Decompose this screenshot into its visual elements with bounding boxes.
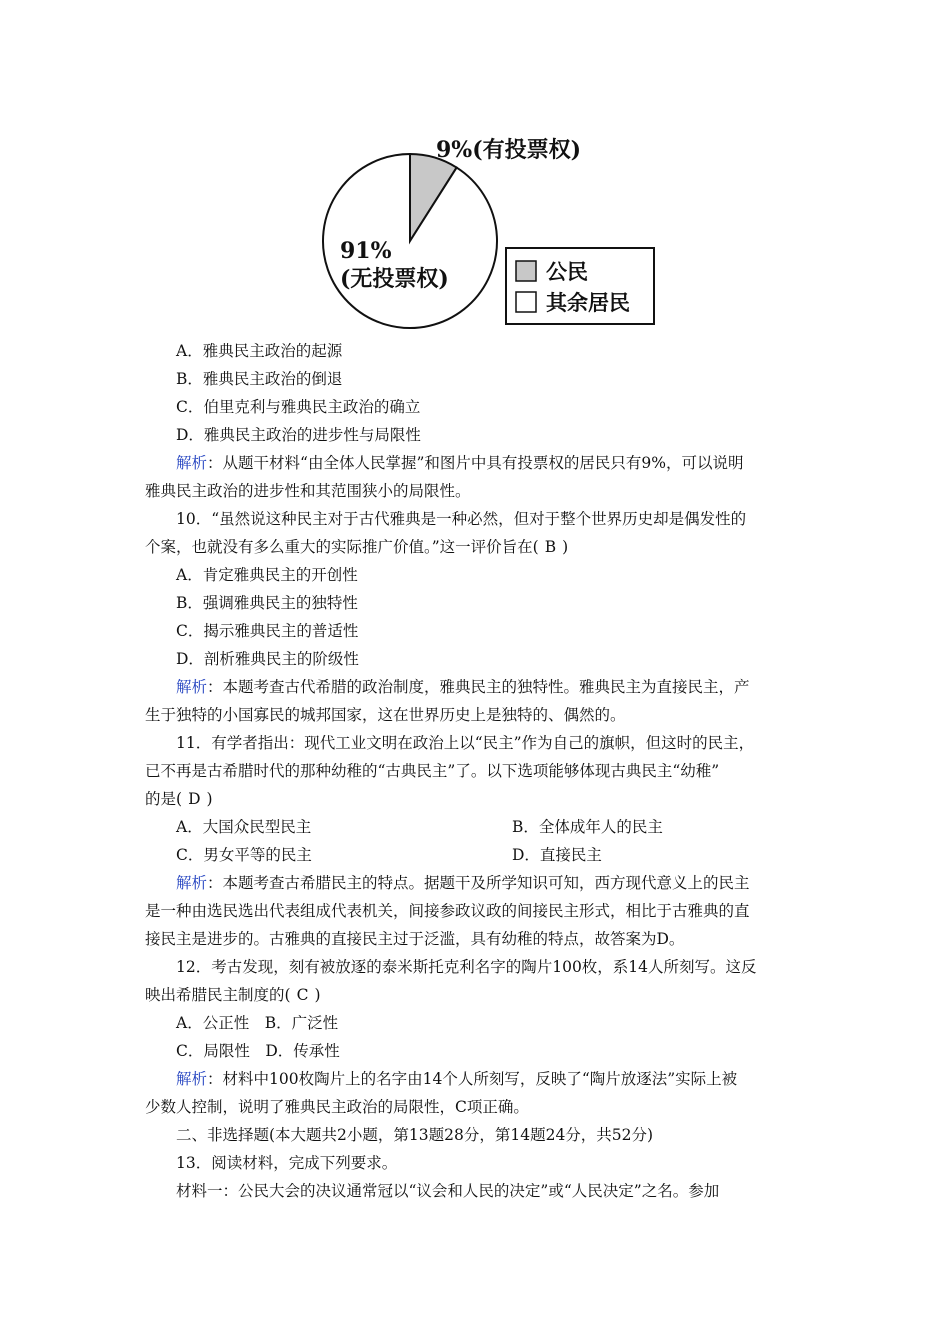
explanation-label: 解析 <box>176 454 208 472</box>
q12-stem-close: ) <box>314 986 321 1004</box>
pie-figure <box>300 120 680 340</box>
explanation-label: 解析 <box>176 874 208 892</box>
slice-label-others-note: (无投票权) <box>340 266 449 292</box>
q12-stem-line1: 12．考古发现，刻有被放逐的泰米斯托克利名字的陶片100枚，系14人所刻写。这反 <box>176 958 757 976</box>
q11-stem-line3 <box>145 789 213 809</box>
explanation-label: 解析 <box>176 1070 208 1088</box>
q10-option-a: A．肯定雅典民主的开创性 <box>176 566 358 584</box>
q11-stem-line2: 已不再是古希腊时代的那种幼稚的“古典民主”了。以下选项能够体现古典民主“幼稚” <box>145 762 720 780</box>
q10-stem-text: 个案，也就没有多么重大的实际推广价值。”这一评价旨在( <box>145 538 539 556</box>
q11-option-a: A．大国众民型民主 <box>176 818 312 836</box>
q9-explanation-line1 <box>176 453 743 473</box>
q11-explanation-line3: 接民主是进步的。古雅典的直接民主过于泛滥，具有幼稚的特点，故答案为D。 <box>145 930 685 948</box>
q13-material-line1: 材料一：公民大会的决议通常冠以“议会和人民的决定”或“人民决定”之名。参加 <box>176 1182 720 1200</box>
q12-explanation-text: ：材料中100枚陶片上的名字由14个人所刻写，反映了“陶片放逐法”实际上被 <box>207 1070 738 1088</box>
legend-label-others: 其余居民 <box>546 290 630 315</box>
q9-option-b: B．雅典民主政治的倒退 <box>176 370 343 388</box>
q10-answer: B <box>544 538 557 556</box>
q10-option-c: C．揭示雅典民主的普适性 <box>176 622 359 640</box>
q12-options-ab: A．公正性 B．广泛性 <box>176 1014 339 1032</box>
section-heading: 二、非选择题(本大题共2小题，第13题28分，第14题24分，共52分) <box>176 1126 654 1144</box>
q13-stem-line1: 13．阅读材料，完成下列要求。 <box>176 1154 398 1172</box>
legend-swatch-citizens <box>516 261 536 281</box>
q10-stem-close: ) <box>562 538 569 556</box>
q9-option-c: C．伯里克利与雅典民主政治的确立 <box>176 398 421 416</box>
slice-label-others-percent: 91% <box>340 238 392 264</box>
legend-label-citizens: 公民 <box>546 259 588 284</box>
q12-explanation-line2: 少数人控制，说明了雅典民主政治的局限性，C项正确。 <box>145 1098 529 1116</box>
q12-stem-line2 <box>145 985 321 1005</box>
q10-explanation-text: ：本题考查古代希腊的政治制度，雅典民主的独特性。雅典民主为直接民主，产 <box>207 678 750 696</box>
slice-label-citizens: 9%(有投票权) <box>436 137 582 163</box>
q12-stem-text: 映出希腊民主制度的( <box>145 986 291 1004</box>
q10-stem-line2 <box>145 537 568 557</box>
q9-option-a: A．雅典民主政治的起源 <box>176 342 343 360</box>
q11-stem-close: ) <box>206 790 213 808</box>
q10-explanation-line2: 生于独特的小国寡民的城邦国家，这在世界历史上是独特的、偶然的。 <box>145 706 626 724</box>
q12-options-cd: C．局限性 D．传承性 <box>176 1042 340 1060</box>
q11-option-c: C．男女平等的民主 <box>176 846 312 864</box>
q12-answer: C <box>296 986 309 1004</box>
q11-option-d: D．直接民主 <box>512 846 602 864</box>
q11-explanation-text: ：本题考查古希腊民主的特点。据题干及所学知识可知，西方现代意义上的民主 <box>207 874 750 892</box>
q9-explanation-line2: 雅典民主政治的进步性和其范围狭小的局限性。 <box>145 482 471 500</box>
legend-swatch-others <box>516 292 536 312</box>
q11-stem-text: 的是( <box>145 790 183 808</box>
pie-chart <box>300 120 680 340</box>
q10-option-b: B．强调雅典民主的独特性 <box>176 594 358 612</box>
q11-explanation-line2: 是一种由选民选出代表组成代表机关，间接参政议政的间接民主形式，相比于古雅典的直 <box>145 902 750 920</box>
q11-stem-line1: 11．有学者指出：现代工业文明在政治上以“民主”作为自己的旗帜，但这时的民主， <box>176 734 755 752</box>
q10-explanation-line1 <box>176 677 750 697</box>
q9-explanation-text: ：从题干材料“由全体人民掌握”和图片中具有投票权的居民只有9%，可以说明 <box>207 454 744 472</box>
q10-option-d: D．剖析雅典民主的阶级性 <box>176 650 359 668</box>
q12-explanation-line1 <box>176 1069 737 1089</box>
q10-stem-line1: 10．“虽然说这种民主对于古代雅典是一种必然，但对于整个世界历史却是偶发性的 <box>176 510 747 528</box>
q9-option-d: D．雅典民主政治的进步性与局限性 <box>176 426 421 444</box>
explanation-label: 解析 <box>176 678 208 696</box>
q11-answer: D <box>188 790 201 808</box>
q11-explanation-line1 <box>176 873 750 893</box>
q11-option-b: B．全体成年人的民主 <box>512 818 663 836</box>
